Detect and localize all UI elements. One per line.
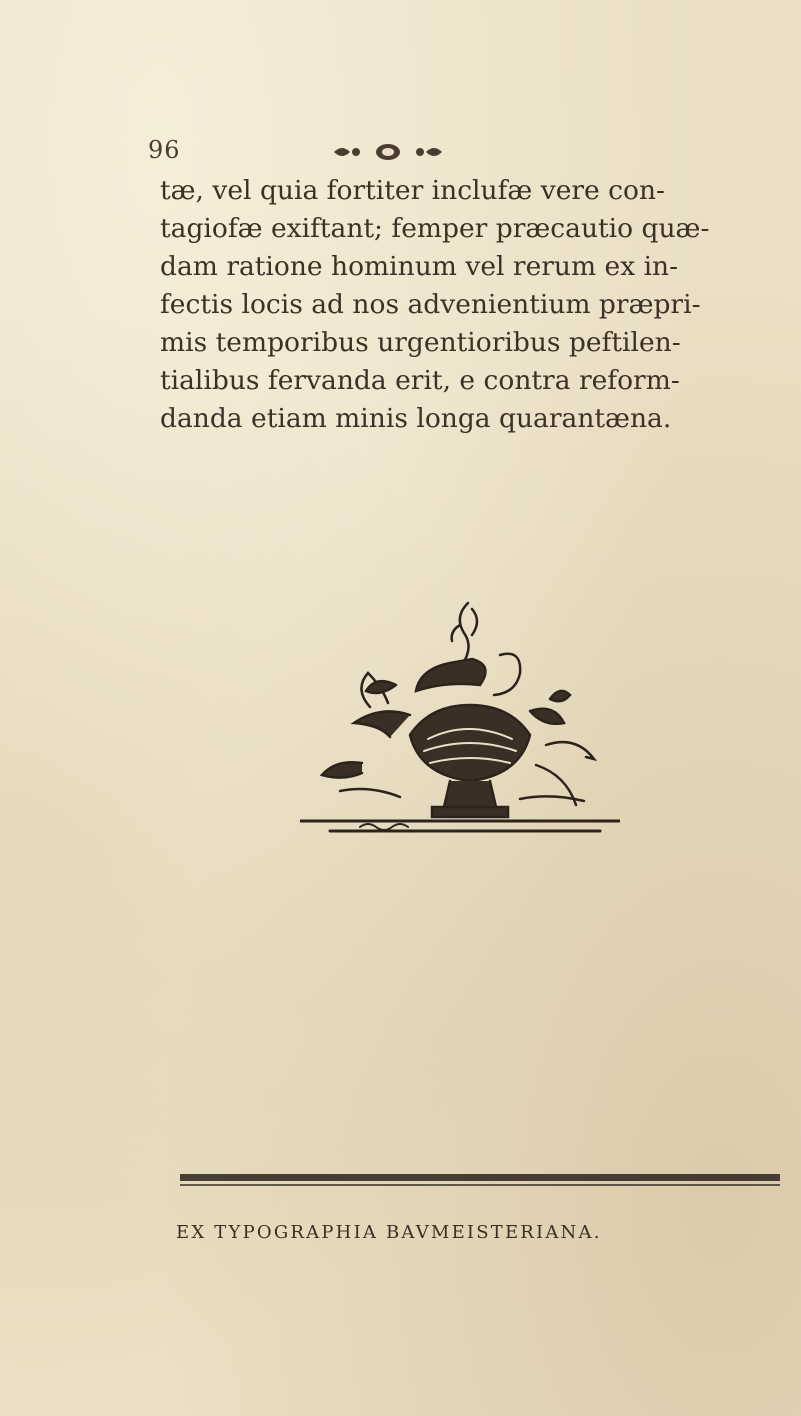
printer-imprint: EX TYPOGRAPHIA BAVMEISTERIANA. xyxy=(176,1222,602,1243)
fleuron-ornament-icon xyxy=(328,140,448,164)
double-rule xyxy=(180,1174,780,1188)
urn-vignette-icon xyxy=(300,595,620,865)
text-line: mis temporibus urgentioribus peftilen- xyxy=(160,327,681,358)
text-line: tæ, vel quia fortiter inclufæ vere con- xyxy=(160,175,665,206)
text-line: fectis locis ad nos advenientium præpri- xyxy=(160,289,701,320)
rule-thick xyxy=(180,1174,780,1181)
text-line: tagiofæ exiftant; femper præcautio quæ- xyxy=(160,213,710,244)
page-header xyxy=(148,136,568,172)
text-line: tialibus fervanda erit, e contra reform- xyxy=(160,365,680,396)
body-text xyxy=(160,172,750,438)
text-line: danda etiam minis longa quarantæna. xyxy=(160,403,672,434)
page-number: 96 xyxy=(148,136,181,164)
text-line: dam ratione hominum vel rerum ex in- xyxy=(160,251,679,282)
rule-thin xyxy=(180,1184,780,1186)
